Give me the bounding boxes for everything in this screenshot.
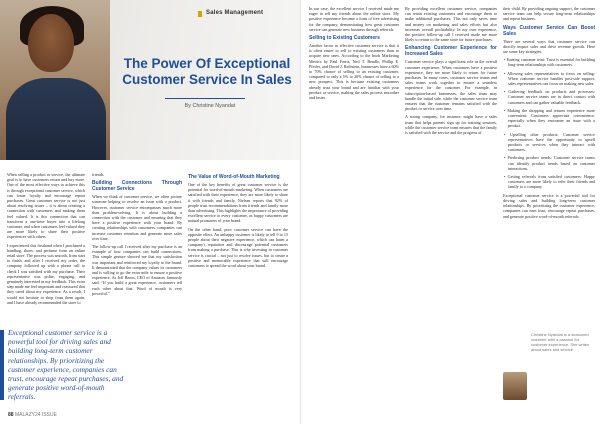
bio-photo <box>503 372 527 400</box>
section-marker <box>198 11 202 17</box>
right-column-1 <box>309 6 399 103</box>
list-item: • Earning customer trust: Trust is essential for building long-term relationships with customers. <box>504 57 595 68</box>
byline: By Christine Nyandat <box>184 103 236 109</box>
left-column-1 <box>7 172 85 308</box>
list-item-text: Making the shopping and returns experience more convenient: Customers appreciate convenience, especially when they encounter an issue with a product. <box>507 107 595 129</box>
paragraph: I experienced this firsthand when I purchased a handbag, shoes, and perfume from an online retail store. The process was smooth, from start to finish, and after I received my order, the company followed up with a phone call to check I was satisfied with my purchase. Their representative was polite, engaging, and genuinely interested in my feedback. This extra step made me feel important and reassured that they cared about my experience. As a result, I would not hesitate to shop from them again, and I have already recommended the store to <box>7 242 85 305</box>
author-bio: Christine Nyandat is a seasoned marketer with a passion for customer experience. She writes about sales and service. <box>531 332 590 352</box>
subheading: Ways Customer Service Can Boost Sales <box>503 24 595 37</box>
right-column-3 <box>503 6 595 222</box>
list-item: • Gathering feedback on products and processes: Customer service teams are in direct contact with customers and can gather valuable feedback. <box>504 89 595 105</box>
left-column-2 <box>92 172 182 299</box>
paragraph: In our case, the excellent service I received made me eager to tell my friends about the online store. My positive experience became a form of free advertising for the company, demonstrating how great customer service can generate new business through referrals. <box>309 6 399 32</box>
list-item-text: Earning customer trust: Trust is essential for building long-term relationships with customers. <box>506 57 595 68</box>
article-title: The Power Of Exceptional Customer Service In Sales <box>122 56 292 87</box>
list-item: • Predicting product trends: Customer service teams can identify product trends based on customer interactions. <box>504 155 595 171</box>
paragraph: Exceptional customer service is a powerful tool for driving sales and building long-term customer relationships. By prioritizing the customer experience, companies can earn trust, encourage repeat purchases, and generate positive word-of-mouth referrals. <box>503 192 595 219</box>
paragraph: their child. By providing ongoing support, the customer service team can help secure long-term relationships and repeat business. <box>503 6 595 22</box>
pull-quote-bar <box>0 330 4 400</box>
left-column-3 <box>188 172 288 271</box>
paragraph: Customer service plays a significant role in the overall customer experience. When customers have a positive experience, they are more likely to return for future purchases. In many cases, customer service teams and sales teams work together to ensure a seamless experience for the customer. For example, in subscription-based businesses, the sales team may handle the initial sale, while the customer service team ensures that the customer remains satisfied with the product or service over time. <box>405 59 497 112</box>
paragraph: On the other hand, poor customer service can have the opposite effect. An unhappy customer is likely to tell 9 to 15 people about their negative experience, which can harm a company's reputation and discourage potential customers from making a purchase. This is why investing in customer service is crucial – not just to resolve issues, but to create a positive and memorable experience that will encourage customers to spread the word about your brand. <box>188 226 288 269</box>
right-column-2 <box>405 6 497 138</box>
list-item: • Getting referrals from satisfied customers: Happy customers are more likely to refer their friends and family to a company. <box>504 174 595 190</box>
paragraph: One of the key benefits of great customer service is the potential for word-of-mouth marketing. When customers are satisfied with their experience, they are more likely to share it with friends and family. Nielsen reports that 92% of people trust recommendations from friends and family more than advertising. This highlights the importance of providing excellent service to every customer, as happy customers are natural promoters of your brand. <box>188 182 288 224</box>
photo-head-shape <box>28 14 74 72</box>
title-divider <box>165 98 245 99</box>
subheading: The Value of Word-of-Mouth Marketing <box>188 174 280 180</box>
magazine-name: MALAZY24 ISSUE <box>14 412 57 418</box>
paragraph: When we think of customer service, we often picture someone helping to resolve an issue with a product. However, customer service encompasses much more than problem-solving. It is about building a connection with the customer and ensuring that they have a positive experience with your brand. By creating relationships with customers, companies can increase customer retention and generate more sales over time. <box>92 194 182 241</box>
list-item-text: Allowing sales representatives to focus on selling: When customer service handles post-sale support, sales representatives can focus on making new sales. <box>507 70 595 87</box>
pull-quote: Exceptional customer service is a powerful tool for driving sales and building long-term customer relationships. By prioritizing the customer experience, companies can trust, encourage repeat purchases, and generate positive word-of-mouth referrals. <box>8 328 124 402</box>
list-item: • Making the shopping and returns experience more convenient: Customers appreciate convenience, especially when they encounter an issue with a product. <box>504 107 595 129</box>
author-bio-footer <box>531 332 595 352</box>
page-footer <box>8 412 57 418</box>
paragraph: By providing excellent customer service, companies can retain existing customers and encourage them to make additional purchases. This not only saves time and money on marketing and sales efforts but also increases overall profitability. In my own experience, the positive follow-up call I received made me more likely to return to the same store for future purchases. <box>405 6 497 43</box>
paragraph: The follow-up call I received after my purchase is an example of how companies can build connections. This simple gesture showed me that my satisfaction was important and reinforced my loyalty to the brand. It demonstrated that the company values its customers and is willing to go the extra mile to ensure a positive experience. As Jeff Bezos, CEO of Amazon, famously said, “If you build a great experience, customers tell each other about that. Word of mouth is very powerful.” <box>92 244 182 296</box>
subheading: Enhancing Customer Experience for Increased Sales <box>405 45 497 58</box>
paragraph: Another factor in effective customer service is that it is often easier to sell to existing customers than to acquire new ones. According to the book Marketing Metrics by Paul Farris, Neil T. Bendle, Phillip E. Pfeifer, and David J. Reibstein, businesses have a 60% to 70% chance of selling to an existing customer, compared to only a 5% to 20% chance of selling to a new prospect. This is because existing customers already trust your brand and are familiar with your product or service, making the sales process smoother and faster. <box>309 43 399 101</box>
author-photo <box>0 0 110 160</box>
list-item-text: Getting referrals from satisfied customers: Happy customers are more likely to refer their friends and family to a company. <box>507 174 595 190</box>
paragraph: friends. <box>92 172 105 177</box>
paragraph: There are several ways that customer service can directly impact sales and drive revenue growth. Here are some key strategies: <box>503 38 595 55</box>
photo-body-shape <box>6 78 106 160</box>
subheading: Building Connections Through Customer Service <box>92 180 182 193</box>
subheading: Selling to Existing Customers <box>309 35 380 42</box>
paragraph: A strong company, for instance, might have a sales team that helps parents sign up for training sessions, while the customer service team ensures that the family is satisfied with the service and the progress of <box>405 114 497 136</box>
list-item-text: Gathering feedback on products and processes: Customer service teams are in direct contact with customers and can gather valuable feedback. <box>508 89 595 105</box>
list-item: • Allowing sales representatives to focus on selling: When customer service handles post-sale support, sales representatives can focus on making new sales. <box>504 70 595 87</box>
paragraph: When selling a product or service, the ultimate goal is to have customers return and buy more. One of the most effective ways to achieve this is through exceptional customer service, which can foster loyalty and encourage repeat purchases. Great customer service is not just about resolving issues – it is about creating a connection with customers and making them feel valued. It is this connection that can transform a one-time buyer into a lifelong customer, and when customers feel valued they are more likely to share their positive experiences with others. <box>7 172 85 240</box>
page-number: 88 <box>8 412 14 418</box>
list-item-text: Upselling other products: Customer service representatives have the opportunity to upsell products or services when they interact with customers. <box>508 131 595 153</box>
header-band <box>0 0 300 160</box>
list-item: • Upselling other products: Customer service representatives have the opportunity to upsell products or services when they interact with customers. <box>504 131 595 153</box>
list-item-text: Predicting product trends: Customer service teams can identify product trends based on customer interactions. <box>507 155 595 171</box>
section-label: Sales Management <box>206 10 264 16</box>
right-page <box>300 0 600 424</box>
